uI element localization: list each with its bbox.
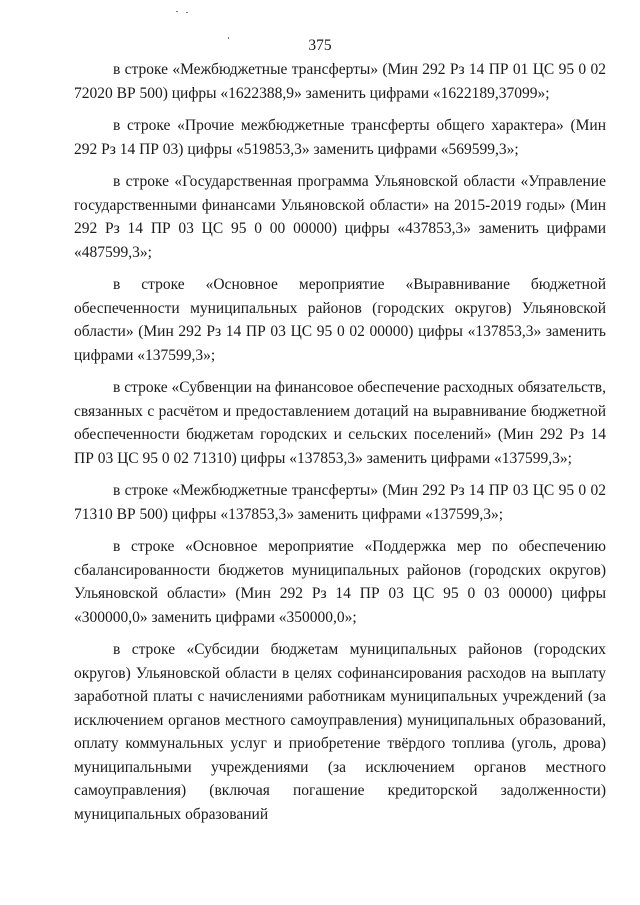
scan-speck [186, 12, 188, 13]
document-body [74, 58, 606, 826]
paragraph: в строке «Основное мероприятие «Поддержка мер по обеспечению сбалансированности бюджетов муниципальных районов (городских округов) Ульяновской области» (Мин 292 Рз 14 ПР 03 ЦС 95 0 03 00000) цифры «300000,0» заменить цифрами «350000,0»; [74, 538, 606, 626]
paragraph: в строке «Основное мероприятие «Выравнивание бюджетной обеспеченности муниципальных районов (городских округов) Ульяновской области» (Мин 292 Рз 14 ПР 03 ЦС 95 0 02 00000) цифры «137853,3» заменить цифрами «137599,3»; [74, 276, 606, 364]
paragraph: в строке «Межбюджетные трансферты» (Мин 292 Рз 14 ПР 03 ЦС 95 0 02 71310 ВР 500) цифры «137853,3» заменить цифрами «137599,3»; [74, 482, 606, 523]
scan-speck [176, 11, 178, 12]
page-number: 375 [308, 37, 332, 54]
paragraph: в строке «Субвенции на финансовое обеспечение расходных обязательств, связанных с расчётом и предоставлением дотаций на выравнивание бюджетной обеспеченности бюджетам городских и сельских поселений» (Мин 292 Рз 14 ПР 03 ЦС 95 0 02 71310) цифры «137853,3» заменить цифрами «137599,3»; [74, 379, 606, 467]
paragraph: в строке «Межбюджетные трансферты» (Мин 292 Рз 14 ПР 01 ЦС 95 0 02 72020 ВР 500) цифры «1622388,9» заменить цифрами «1622189,37099»; [74, 61, 606, 102]
paragraph: в строке «Государственная программа Ульяновской области «Управление государственными финансами Ульяновской области» на 2015-2019 годы» (Мин 292 Рз 14 ПР 03 ЦС 95 0 00 00000) цифры «437853,3» заменить цифрами «487599,3»; [74, 173, 606, 261]
paragraph: в строке «Субсидии бюджетам муниципальных районов (городских округов) Ульяновской области в целях софинансирования расходов на выплату заработной платы с начислениями работникам муниципальных учреждений (за исключением органов местного самоуправления) муниципальных образований, оплату коммунальных услуг и приобретение твёрдого топлива (уголь, дрова) муниципальными учреждениями (за исключением органов местного самоуправления) (включая погашение кредиторской задолженности) муниципальных образований [74, 641, 606, 823]
paragraph: в строке «Прочие межбюджетные трансферты общего характера» (Мин 292 Рз 14 ПР 03) цифры «519853,3» заменить цифрами «569599,3»; [74, 117, 606, 158]
